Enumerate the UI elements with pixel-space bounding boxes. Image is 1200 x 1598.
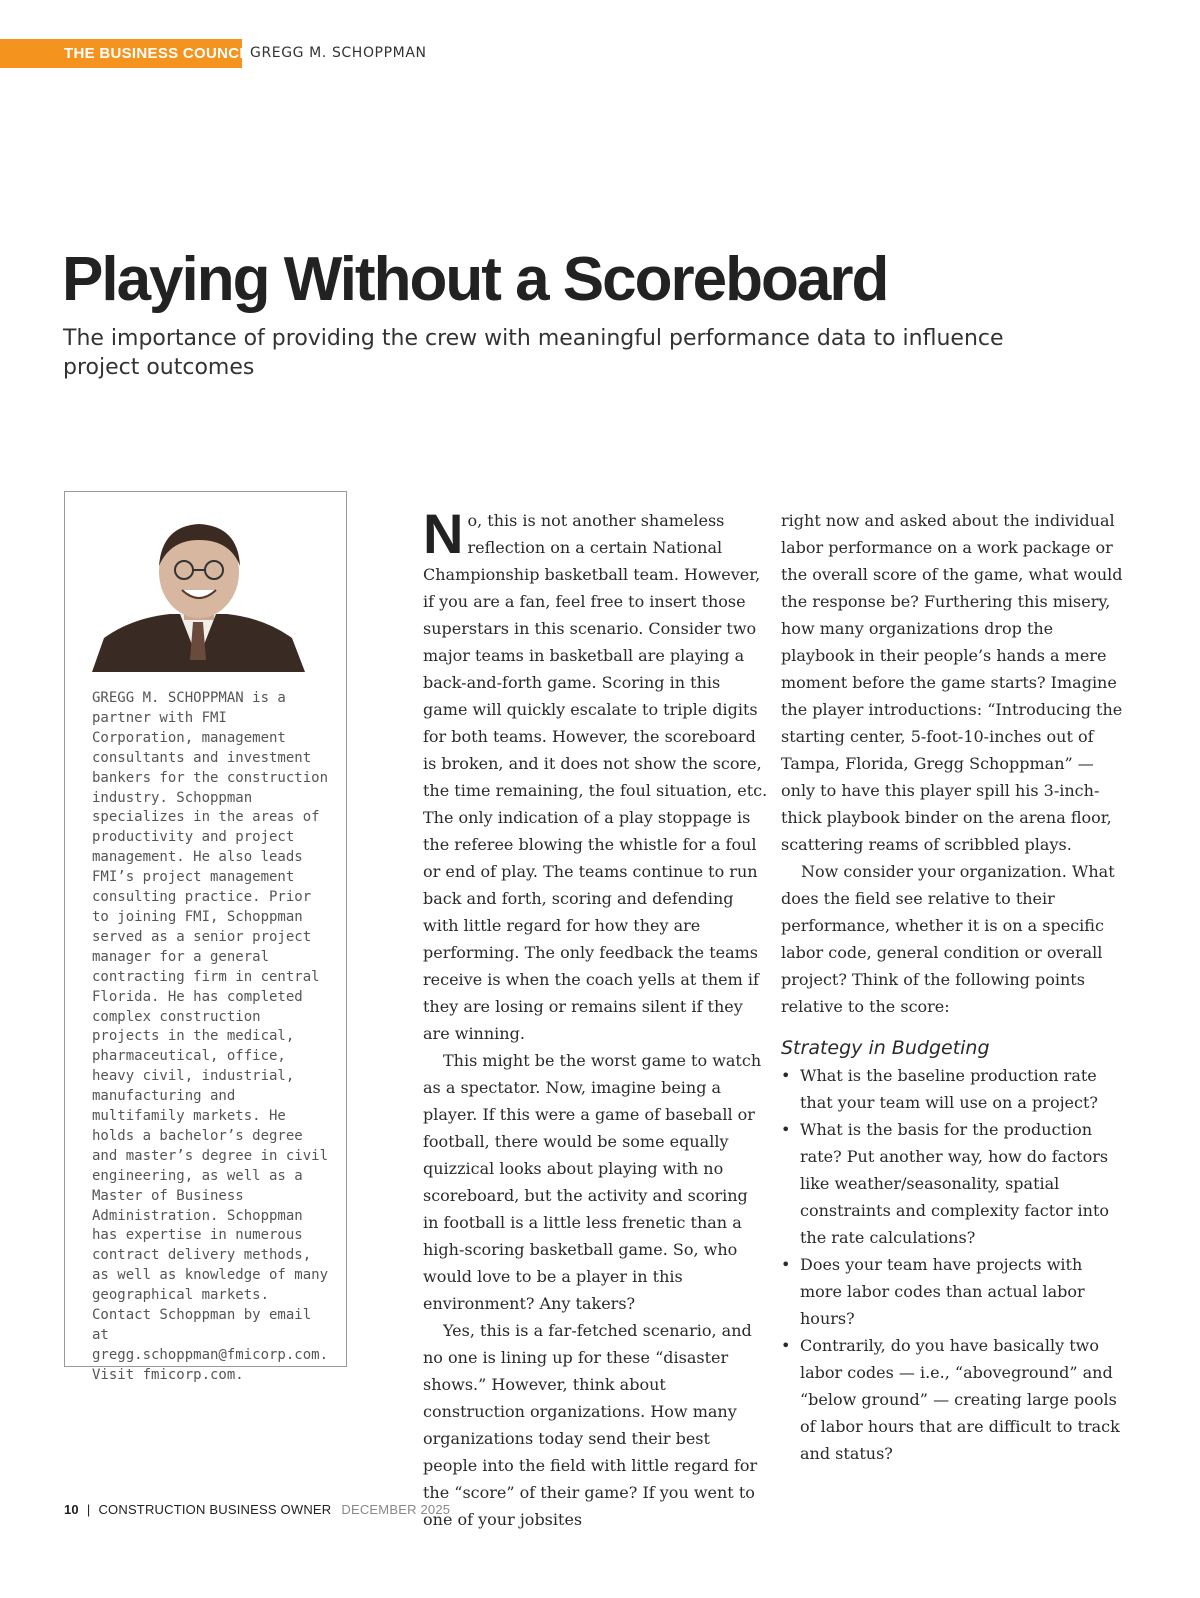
article-column-1 [423,502,768,1533]
header-author-name: GREGG M. SCHOPPMAN [250,45,427,61]
article-column-2 [781,507,1126,1467]
page-footer [64,1502,450,1517]
bullet-marker: • [781,1066,791,1085]
article-subtitle: The importance of providing the crew with meaningful performance data to influence project outcomes [63,326,1004,380]
paragraph-1 [423,502,768,1047]
bullet-text: What is the baseline production rate that your team will use on a project? [800,1066,1098,1112]
bullet-text: Does your team have projects with more labor codes than actual labor hours? [800,1255,1085,1328]
paragraph-3: Yes, this is a far-fetched scenario, and no one is lining up for these “disaster shows.” However, think about construction organizations. How many organizations today send their best people into the field with little regard for the “score” of their game? If you went to one of your jobsites [423,1321,758,1529]
page-number: 10 [64,1502,79,1517]
bullet-marker: • [781,1120,791,1139]
drop-cap: N [423,502,464,565]
bullet-text: Contrarily, do you have basically two labor codes — i.e., “aboveground” and “below ground” — creating large pools of labor hours that are difficult to track and status? [800,1336,1120,1463]
footer-separator: | [86,1502,91,1517]
section-heading-strategy: Strategy in Budgeting [781,1037,990,1059]
author-portrait [92,510,305,672]
bullet-item [781,1116,1126,1251]
author-bio-text: GREGG M. SCHOPPMAN is a partner with FMI Corporation, management consultants and investment bankers for the construction industry. Schoppman specializes in the areas of productivity and project management. He also leads FMI’s project management consulting practice. Prior to joining FMI, Schoppman served as a senior project manager for a general contracting firm in central Florida. He has completed complex construction projects in the medical, pharmaceutical, office, heavy civil, industrial, manufacturing and multifamily markets. He holds a bachelor’s degree and master’s degree in civil engineering, as well as a Master of Business Administration. Schoppman has expertise in numerous contract delivery methods, as well as knowledge of many geographical markets. Contact Schoppman by email at gregg.schoppman@fmicorp.com. Visit fmicorp.com. [92,690,329,1383]
bullet-item [781,1332,1126,1467]
bullet-item [781,1062,1126,1116]
issue-date: DECEMBER 2025 [341,1502,451,1517]
article-title: Playing Without a Scoreboard [62,245,888,314]
paragraph-5: Now consider your organization. What does the field see relative to their performance, whether it is on a specific labor code, general condition or overall project? Think of the following points relative to the score: [781,862,1115,1016]
author-bio-box [64,491,347,1383]
paragraph-4: right now and asked about the individual labor performance on a work package or the overall score of the game, what would the response be? Furthering this misery, how many organizations drop the playbook in their people’s hands a mere moment before the game starts? Imagine the player introductions: “Introducing the starting center, 5-foot-10-inches out of Tampa, Florida, Gregg Schoppman” — only to have this player spill his 3-inch-thick playbook binder on the arena floor, scattering reams of scribbled plays. [781,511,1123,854]
bullet-marker: • [781,1255,791,1274]
bullet-list [781,1062,1126,1467]
bullet-item [781,1251,1126,1332]
header-section-label: THE BUSINESS COUNCIL [64,45,254,62]
paragraph-1-text: o, this is not another shameless reflection on a certain National Championship basketball team. However, if you are a fan, feel free to insert those superstars in this scenario. Consider two major teams in basketball are playing a back-and-forth game. Scoring in this game will quickly escalate to triple digits for both teams. However, the scoreboard is broken, and it does not show the score, the time remaining, the foul situation, etc. The only indication of a play stoppage is the referee blowing the whistle for a foul or end of play. The teams continue to run back and forth, scoring and defending with little regard for how they are performing. The only feedback the teams receive is when the coach yells at them if they are losing or remains silent if they are winning. [423,511,768,1043]
bullet-text: What is the basis for the production rate? Put another way, how do factors like weather/seasonality, spatial constraints and complexity factor into the rate calculations? [800,1120,1110,1247]
bullet-marker: • [781,1336,791,1355]
paragraph-2: This might be the worst game to watch as a spectator. Now, imagine being a player. If this were a game of baseball or football, there would be some equally quizzical looks about playing with no scoreboard, but the activity and scoring in football is a little less frenetic than a high-scoring basketball game. So, who would love to be a player in this environment? Any takers? [423,1051,762,1313]
publication-name: CONSTRUCTION BUSINESS OWNER [98,1502,332,1517]
